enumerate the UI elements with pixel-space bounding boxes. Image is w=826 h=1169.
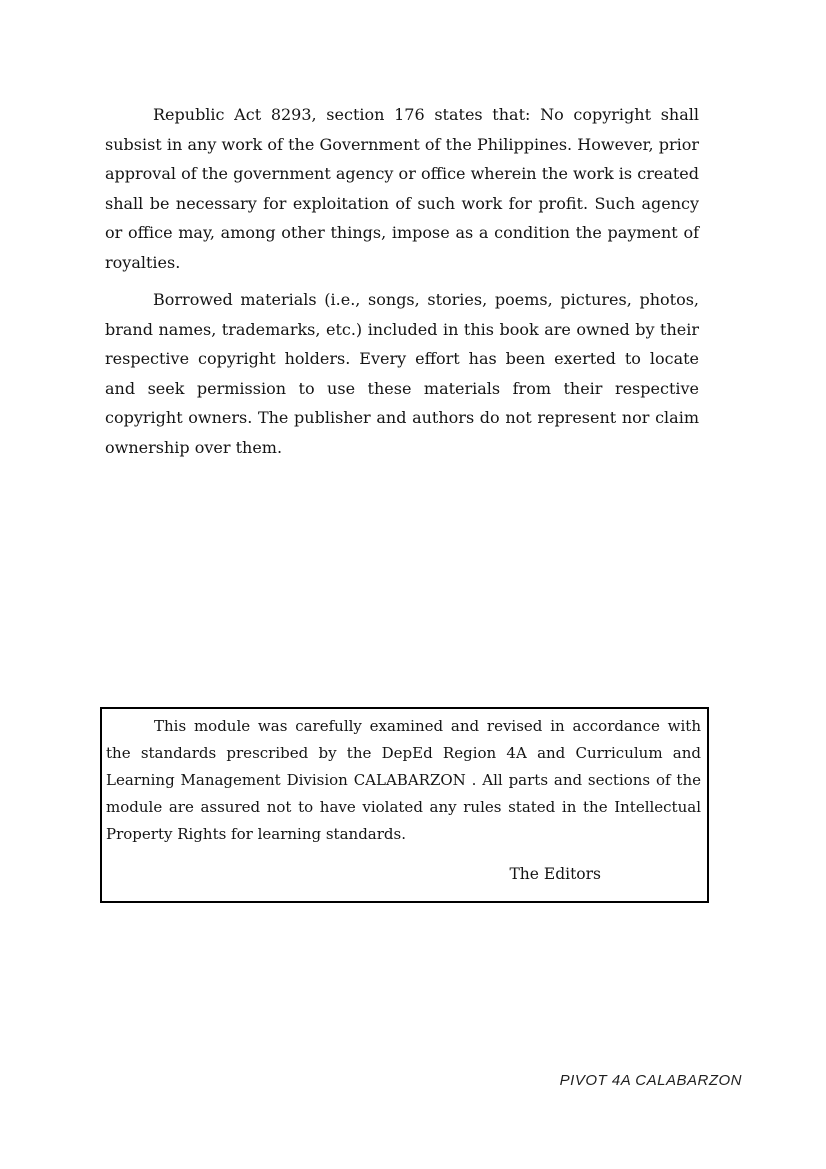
copyright-statement-section xyxy=(105,100,699,470)
notice-body-text: This module was carefully examined and revised in accordance with the standards prescribed by the DepEd Region 4A and Curriculum and Learning Management Division CALABARZON . All parts and sections of the module are assured not to have violated any rules stated in the Intellectual Property Rights for learning standards. xyxy=(106,717,701,843)
page-footer-label: PIVOT 4A CALABARZON xyxy=(559,1072,742,1089)
copyright-paragraph-borrowed-materials: Borrowed materials (i.e., songs, stories, poems, pictures, photos, brand names, trademarks, etc.) included in this book are owned by their respective copyright holders. Every effort has been exerted to locate and seek permission to use these materials from their respective copyright owners. The publisher and authors do not represent nor claim ownership over them. xyxy=(105,290,699,457)
copyright-paragraph-republic-act: Republic Act 8293, section 176 states that: No copyright shall subsist in any work of the Government of the Philippines. However, prior approval of the government agency or office wherein the work is created shall be necessary for exploitation of such work for profit. Such agency or office may, among other things, impose as a condition the payment of royalties. xyxy=(105,105,699,272)
editors-notice-box xyxy=(100,707,709,903)
notice-signature: The Editors xyxy=(509,865,601,883)
